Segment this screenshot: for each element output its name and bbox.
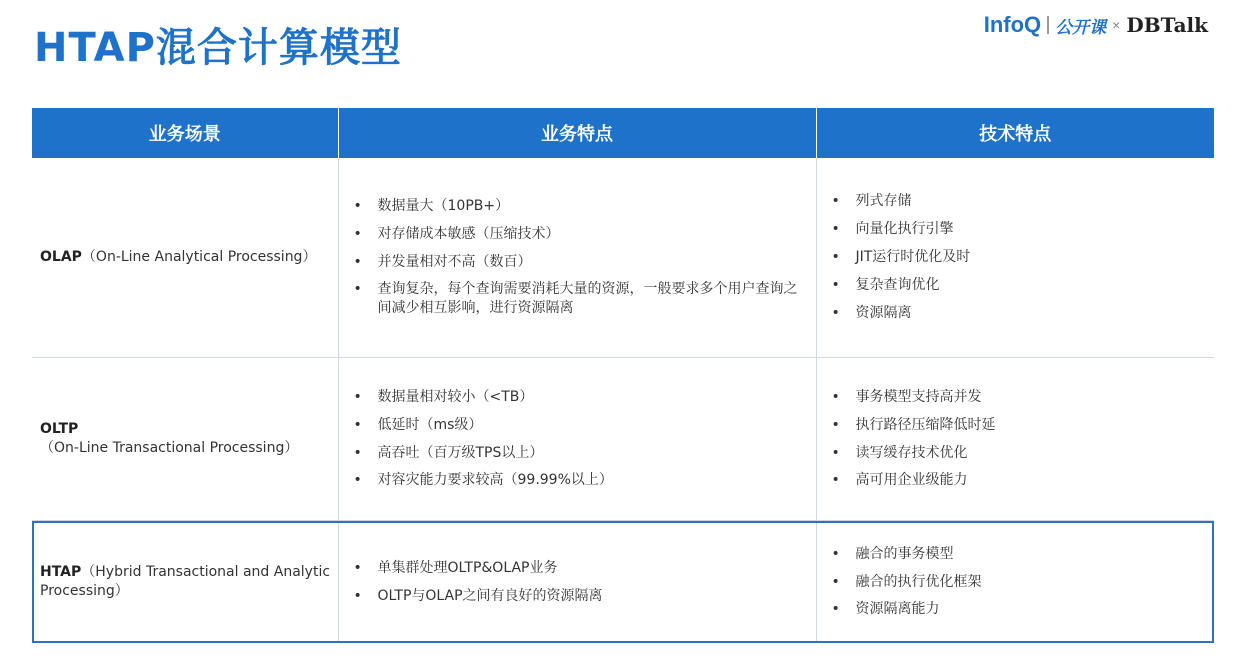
list-item: • 资源隔离能力	[832, 600, 1204, 619]
list-item: • 资源隔离	[832, 304, 1204, 323]
list-item: • 列式存储	[832, 192, 1204, 211]
list-item: • 融合的执行优化框架	[832, 573, 1204, 592]
page-title: HTAP混合计算模型	[34, 25, 402, 71]
list-item: • 数据量相对较小（<TB）	[354, 388, 805, 407]
table-row-olap	[32, 158, 1214, 358]
htap-comparison-table	[32, 108, 1214, 643]
list-item: • 低延时（ms级）	[354, 416, 805, 435]
scenario-detail: （Hybrid Transactional and Analytic Processing）	[40, 564, 331, 599]
scenario-detail: （On-Line Analytical Processing）	[81, 249, 317, 266]
list-item: • 对存储成本敏感（压缩技术）	[354, 225, 805, 244]
brand-times-sign: ×	[1112, 17, 1121, 33]
gongkaike-logo: 公开课	[1055, 17, 1107, 37]
table-row-htap	[32, 521, 1214, 644]
list-item: • 执行路径压缩降低时延	[832, 416, 1204, 435]
list-item: • 向量化执行引擎	[832, 220, 1204, 239]
list-item: • 高可用企业级能力	[832, 471, 1204, 490]
tech-cell-oltp	[816, 358, 1214, 521]
list-item: • 复杂查询优化	[832, 276, 1204, 295]
business-cell-htap	[338, 521, 816, 644]
list-item: • 事务模型支持高并发	[832, 388, 1204, 407]
scenario-name: OLTP	[40, 421, 79, 438]
header-business-features: 业务特点	[338, 108, 816, 158]
scenario-detail: （On-Line Transactional Processing）	[40, 440, 299, 456]
list-item: • 融合的事务模型	[832, 545, 1204, 564]
list-item: • 并发量相对不高（数百）	[354, 253, 805, 272]
tech-cell-htap	[816, 521, 1214, 644]
list-item: • OLTP与OLAP之间有良好的资源隔离	[354, 587, 805, 606]
scenario-name: HTAP	[40, 564, 82, 581]
scenario-name: OLAP	[40, 249, 82, 266]
brand-divider	[1047, 16, 1049, 34]
table-row-oltp	[32, 358, 1214, 521]
scenario-cell-htap	[32, 521, 338, 644]
dbtalk-logo: DBTalk	[1126, 13, 1208, 37]
tech-cell-olap	[816, 158, 1214, 358]
list-item: • 单集群处理OLTP&OLAP业务	[354, 559, 805, 578]
scenario-cell-olap	[32, 158, 338, 358]
list-item: • JIT运行时优化及时	[832, 248, 1204, 267]
business-cell-olap	[338, 158, 816, 358]
header-scenario: 业务场景	[32, 108, 338, 158]
list-item: • 查询复杂，每个查询需要消耗大量的资源，一般要求多个用户查询之间减少相互影响，进行资源隔离	[354, 280, 805, 318]
list-item: • 数据量大（10PB+）	[354, 197, 805, 216]
table-header-row	[32, 108, 1214, 158]
brand-logos	[984, 12, 1208, 38]
business-cell-oltp	[338, 358, 816, 521]
list-item: • 高吞吐（百万级TPS以上）	[354, 444, 805, 463]
list-item: • 对容灾能力要求较高（99.99%以上）	[354, 471, 805, 490]
list-item: • 读写缓存技术优化	[832, 444, 1204, 463]
infoq-logo: InfoQ	[983, 12, 1042, 37]
header-tech-features: 技术特点	[816, 108, 1214, 158]
scenario-cell-oltp	[32, 358, 338, 521]
